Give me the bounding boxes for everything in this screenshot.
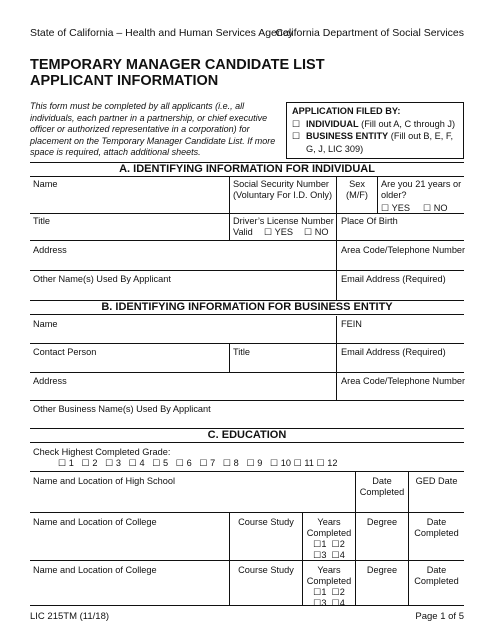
- license-valid-no-checkbox[interactable]: ☐ NO: [304, 227, 329, 237]
- form-title-line1: TEMPORARY MANAGER CANDIDATE LIST: [30, 57, 325, 73]
- business-email-field[interactable]: Email Address (Required): [341, 347, 446, 357]
- college-1-date-completed[interactable]: [409, 517, 464, 539]
- c2-date-label-line1: Date: [426, 565, 447, 575]
- individual-phone-field[interactable]: Area Code/Telephone Number: [341, 245, 466, 255]
- c1-date-label-line1: Date: [426, 517, 447, 527]
- business-name-field[interactable]: Name: [33, 319, 58, 329]
- ged-date-field[interactable]: GED Date: [415, 476, 458, 486]
- filed-by-title: APPLICATION FILED BY:: [292, 106, 401, 116]
- college-2-years-completed[interactable]: [303, 565, 355, 609]
- age-no-checkbox[interactable]: ☐ NO: [423, 203, 448, 213]
- c2-date-label-line2: Completed: [414, 576, 459, 586]
- highest-grade-label: Check Highest Completed Grade:: [33, 447, 171, 457]
- high-school-field[interactable]: Name and Location of High School: [33, 476, 175, 486]
- college-2-date-completed[interactable]: [409, 565, 464, 587]
- age-question: [381, 179, 461, 201]
- business-checkbox[interactable]: ☐: [292, 131, 301, 141]
- individual-checkbox[interactable]: ☐: [292, 118, 301, 129]
- contact-person-field[interactable]: Contact Person: [33, 347, 97, 357]
- drivers-license-field[interactable]: [233, 216, 334, 227]
- college-2-field[interactable]: Name and Location of College: [33, 565, 157, 575]
- c1-years-checkboxes-row2[interactable]: ☐3 ☐4: [313, 550, 345, 560]
- individual-title-field[interactable]: Title: [33, 216, 51, 226]
- c1-years-label-line1: Years: [317, 517, 341, 527]
- business-address-field[interactable]: Address: [33, 376, 67, 386]
- business-title-field[interactable]: Title: [233, 347, 251, 357]
- college-1-degree[interactable]: Degree: [366, 517, 398, 527]
- ssn-field[interactable]: [233, 179, 332, 201]
- form-number: LIC 215TM (11/18): [30, 611, 110, 622]
- c2-years-label-line1: Years: [317, 565, 341, 575]
- high-school-date-completed[interactable]: [356, 476, 408, 498]
- grade-checkboxes[interactable]: ☐ 1 ☐ 2 ☐ 3 ☐ 4 ☐ 5 ☐ 6 ☐ 7 ☐ 8 ☐ 9 ☐ 10 ☐ 11 ☐ 12: [58, 458, 338, 468]
- form-title: [30, 57, 325, 89]
- c1-years-checkboxes-row1[interactable]: ☐1 ☐2: [313, 539, 345, 549]
- agency-name: State of California – Health and Human Services Agency: [30, 27, 294, 39]
- filed-by-business-option[interactable]: [292, 130, 458, 155]
- business-phone-field[interactable]: Area Code/Telephone Number: [341, 376, 466, 386]
- business-label: BUSINESS ENTITY: [306, 131, 389, 141]
- license-valid-label: Valid: [233, 227, 253, 237]
- section-c-heading: C. EDUCATION: [30, 428, 464, 443]
- form-bottom-rule: [30, 605, 464, 606]
- filed-by-individual-option[interactable]: [292, 118, 458, 131]
- age-yes-checkbox[interactable]: ☐ YES: [381, 203, 411, 213]
- individual-address-field[interactable]: Address: [33, 245, 67, 255]
- place-of-birth-field[interactable]: Place Of Birth: [341, 216, 398, 226]
- section-b-heading: B. IDENTIFYING INFORMATION FOR BUSINESS ENTITY: [30, 300, 464, 315]
- age-label-line1: Are you 21 years or: [381, 179, 462, 189]
- drivers-license-label: Driver’s License Number: [233, 216, 334, 226]
- section-a-heading: A. IDENTIFYING INFORMATION FOR INDIVIDUAL: [30, 162, 464, 177]
- hs-date-label-line1: Date: [372, 476, 392, 486]
- instructions-text: This form must be completed by all applicants (i.e., all individuals, each partner in a partnership, or chief executive officer or authorized representative in a corporation) for placement on the Temporary Manager Candidate List. If more space is required, attach additional sheets.: [30, 101, 276, 158]
- individual-name-field[interactable]: Name: [33, 179, 58, 189]
- college-2-course-study[interactable]: Course Study: [238, 565, 294, 575]
- fein-field[interactable]: FEIN: [341, 319, 362, 329]
- department-name: California Department of Social Services: [275, 27, 464, 39]
- license-valid-yes-checkbox[interactable]: ☐ YES: [264, 227, 294, 237]
- individual-label: INDIVIDUAL: [306, 118, 359, 129]
- form-title-line2: APPLICANT INFORMATION: [30, 73, 219, 89]
- college-1-course-study[interactable]: Course Study: [238, 517, 294, 527]
- sex-label-line1: Sex: [349, 179, 365, 189]
- ssn-label-line2: (Voluntary For I.D. Only): [233, 190, 333, 200]
- college-1-field[interactable]: Name and Location of College: [33, 517, 157, 527]
- c2-years-label-line2: Completed: [306, 576, 352, 586]
- application-filed-by-box: [286, 102, 464, 159]
- c1-years-label-line2: Completed: [306, 528, 352, 538]
- business-note: (Fill out B, E, F, G, J, LIC 309): [306, 131, 454, 154]
- sex-field[interactable]: [337, 179, 377, 201]
- individual-email-field[interactable]: Email Address (Required): [341, 274, 446, 284]
- hs-date-label-line2: Completed: [359, 487, 405, 497]
- page-number: Page 1 of 5: [415, 611, 464, 622]
- sex-label-line2: (M/F): [346, 190, 368, 200]
- college-2-degree[interactable]: Degree: [366, 565, 398, 575]
- c2-years-checkboxes-row1[interactable]: ☐1 ☐2: [313, 587, 345, 597]
- age-label-line2: older?: [381, 190, 407, 200]
- individual-note: (Fill out A, C through J): [358, 118, 456, 129]
- business-other-names-field[interactable]: Other Business Name(s) Used By Applicant: [33, 404, 211, 414]
- c2-years-checkboxes-row2[interactable]: ☐3 ☐4: [313, 598, 345, 608]
- c1-date-label-line2: Completed: [414, 528, 459, 538]
- college-1-years-completed[interactable]: [303, 517, 355, 561]
- individual-other-names-field[interactable]: Other Name(s) Used By Applicant: [33, 274, 171, 284]
- ssn-label-line1: Social Security Number: [233, 179, 329, 189]
